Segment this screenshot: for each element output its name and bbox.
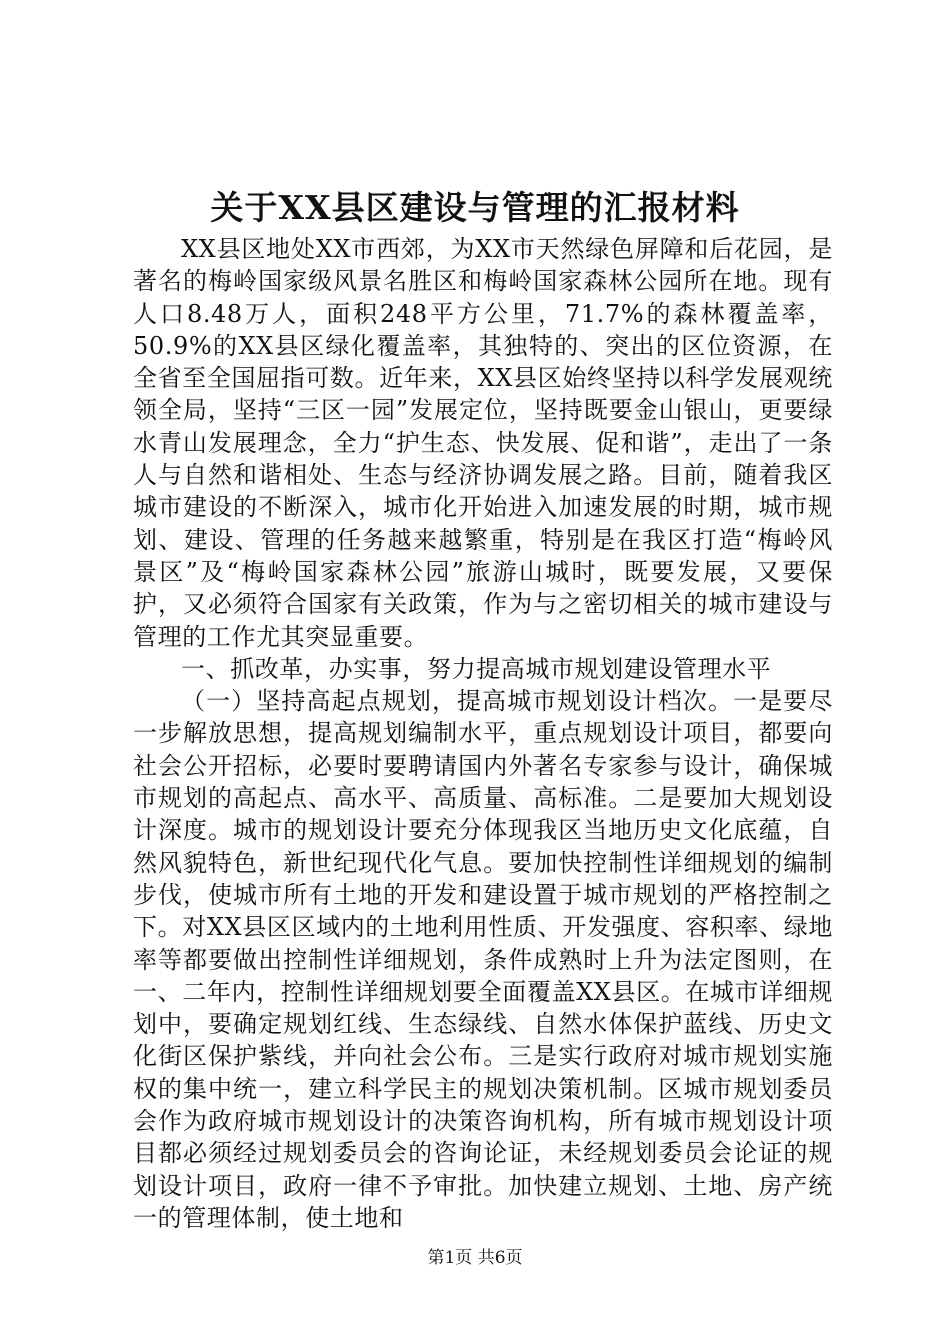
page-number-footer: 第1页 共6页	[427, 1248, 523, 1268]
document-title: 关于XX县区建设与管理的汇报材料	[210, 188, 740, 227]
subsection-paragraph: （一）坚持高起点规划，提高城市规划设计档次。一是要尽一步解放思想，提高规划编制水平，重点规划设计项目，都要向社会公开招标，必要时要聘请国内外著名专家参与设计，确保城市规划的高起点、高水平、高质量、高标准。二是要加大规划设计深度。城市的规划设计要充分体现我区当地历史文化底蕴，自然风貌特色，新世纪现代化气息。要加快控制性详细规划的编制步伐，使城市所有土地的开发和建设置于城市规划的严格控制之下。对XX县区区域内的土地利用性质、开发强度、容积率、绿地率等都要做出控制性详细规划，条件成熟时上升为法定图则，在一、二年内，控制性详细规划要全面覆盖XX县区。在城市详细规划中，要确定规划红线、生态绿线、自然水体保护蓝线、历史文化街区保护紫线，并向社会公布。三是实行政府对城市规划实施权的集中统一，建立科学民主的规划决策机制。区城市规划委员会作为政府城市规划设计的决策咨询机构，所有城市规划设计项目都必须经过规划委员会的咨询论证，未经规划委员会论证的规划设计项目，政府一律不予审批。加快建立规划、土地、房产统一的管理体制，使土地和	[133, 687, 833, 1232]
intro-paragraph: XX县区地处XX市西郊，为XX市天然绿色屏障和后花园，是著名的梅岭国家级风景名胜区和梅岭国家森林公园所在地。现有人口8.48万人，面积248平方公里，71.7%的森林覆盖率，50.9%的XX县区绿化覆盖率，其独特的、突出的区位资源，在全省至全国屈指可数。近年来，XX县区始终坚持以科学发展观统领全局，坚持“三区一园”发展定位，坚持既要金山银山，更要绿水青山发展理念，全力“护生态、快发展、促和谐”，走出了一条人与自然和谐相处、生态与经济协调发展之路。目前，随着我区城市建设的不断深入，城市化开始进入加速发展的时期，城市规划、建设、管理的任务越来越繁重，特别是在我区打造“梅岭风景区”及“梅岭国家森林公园”旅游山城时，既要发展，又要保护，又必须符合国家有关政策，作为与之密切相关的城市建设与管理的工作尤其突显重要。	[133, 235, 833, 651]
section-heading: 一、抓改革，办实事，努力提高城市规划建设管理水平	[181, 654, 772, 683]
document-body	[133, 233, 833, 1234]
